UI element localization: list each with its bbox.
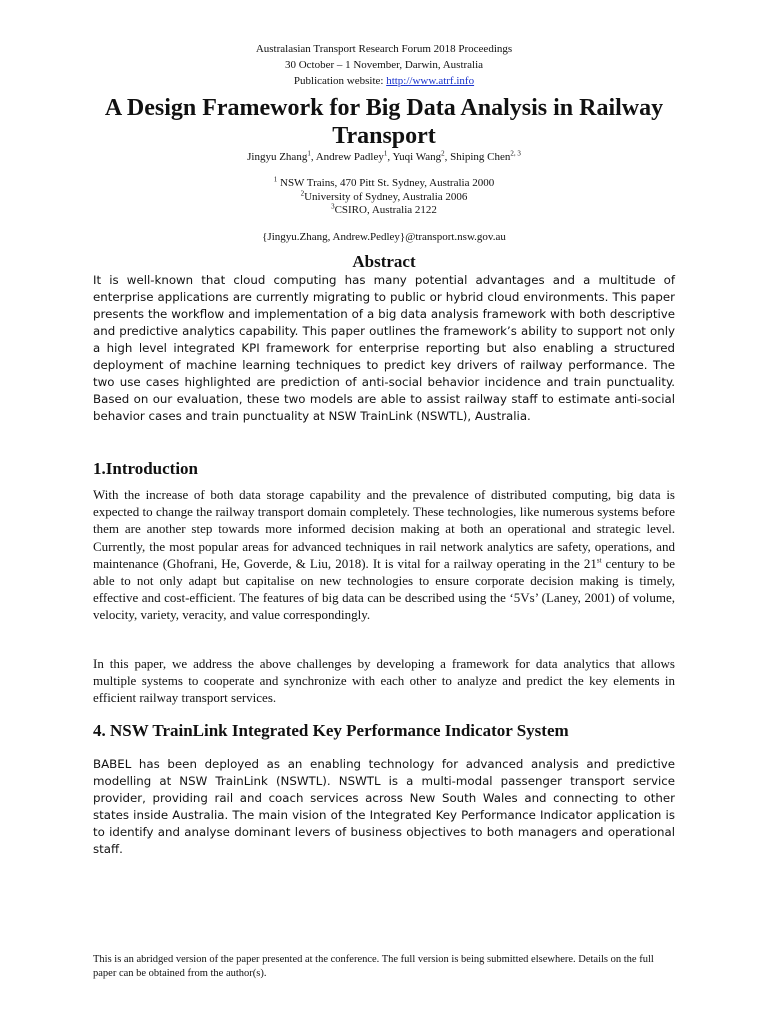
affiliation: $^1$ NSW Trains, 470 Pitt St. Sydney, Australia 2000 [273, 175, 495, 189]
author-affiliation-mark: 2 [441, 149, 445, 158]
affiliations [0, 177, 768, 218]
section-4-heading: 4. NSW TrainLink Integrated Key Performance Indicator System [93, 721, 569, 740]
publication-link[interactable]: http://www.atrf.info [386, 75, 475, 87]
author-affiliation-mark: 1 [307, 149, 311, 158]
section-4-paragraph: BABEL has been deployed as an enabling technology for advanced analysis and predictive modelling at NSW TrainLink (NSWTL). NSWTL is a multi-modal passenger transport service provider, providing rail and coach services across New South Wales and connecting to other states inside Australia. The main vision of the Integrated Key Performance Indicator application is to identify and analyse dominant levers of business objectives to both managers and operational staff. [93, 757, 675, 856]
conference-name: Australasian Transport Research Forum 2018 Proceedings [255, 43, 513, 55]
contact-email: {Jingyu.Zhang, Andrew.Pedley}@transport.nsw.gov.au [262, 231, 506, 243]
footnote: This is an abridged version of the paper presented at the conference. The full version is being submitted elsewhere. Details on the full paper can be obtained from the author(s). [93, 954, 654, 979]
conference-dates: 30 October – 1 November, Darwin, Australia [284, 59, 484, 71]
introduction-paragraph-1: With the increase of both data storage capability and the prevalence of distributed computing, big data is expected to change the railway transport domain completely. These technologies, like numerous systems before them are another step towards more informed decision making at both an operational and strategic level. Currently, the most popular areas for advanced techniques in rail network analytics are safety, operations, and maintenance (Ghofrani, He, Goverde, & Liu, 2018). It is vital for a railway operating in the 21st century to be able to not only adapt but capitalise on new technologies to ensure corporate decision making is timely, effective and cost-efficient. The features of big data can be described using the ‘5Vs’ (Laney, 2001) of volume, velocity, variety, veracity, and value correspondingly. [93, 487, 675, 623]
author-name: Jingyu Zhang [247, 151, 308, 163]
publication-website: Publication website: http://www.atrf.info [293, 75, 475, 87]
affiliation: $^3$CSIRO, Australia 2122 [331, 202, 437, 216]
abstract-text: It is well-known that cloud computing has many potential advantages and a multitude of enterprise applications are currently migrating to public or hybrid cloud environments. This paper presents the workflow and implementation of a big data analysis framework with both descriptive and predictive analytics capability. This paper outlines the framework’s ability to support not only a high level integrated KPI framework for enterprise reporting but also enabling a structured deployment of machine learning techniques to predict key drivers of railway performance. The two use cases highlighted are prediction of anti-social behavior incidence and train punctuality. Based on our evaluation, these two models are able to assist railway staff to estimate anti-social behavior cases and train punctuality at NSW TrainLink (NSWTL), Australia. [93, 273, 675, 423]
author-name: Andrew Padley [315, 151, 384, 163]
author-name: Shiping Chen [450, 151, 511, 163]
affiliation: $^2$University of Sydney, Australia 2006 [300, 188, 468, 203]
abstract-heading: Abstract [352, 252, 416, 271]
author-list: Jingyu Zhang$^1$, Andrew Padley$^1$, Yuqi Wang$^2$, Shiping Chen$^{2, 3}$ [247, 149, 521, 163]
introduction-heading: 1.Introduction [93, 459, 199, 478]
author-affiliation-mark: 1 [383, 149, 388, 158]
author-affiliation-mark: 2, 3 [510, 149, 521, 158]
conference-header [0, 41, 768, 89]
paper-title: A Design Framework for Big Data Analysis in Railway Transport [104, 95, 664, 149]
author-name: Yuqi Wang [392, 151, 442, 163]
introduction-paragraph-2: In this paper, we address the above challenges by developing a framework for data analytics that allows multiple systems to cooperate and synchronize with each other to analyze and predict the key elements in efficient railway transport services. [93, 656, 675, 706]
